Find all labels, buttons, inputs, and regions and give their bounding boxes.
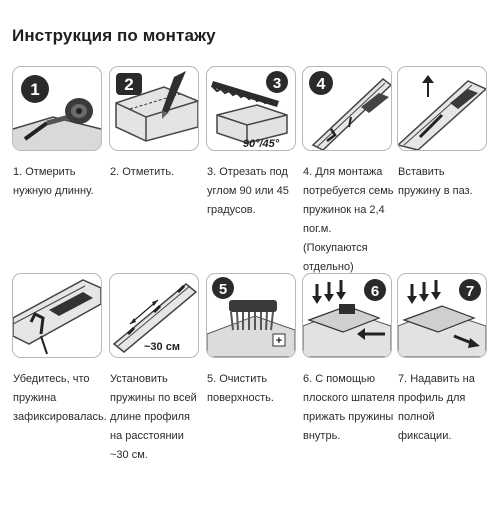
- tape-measure-icon: [12, 66, 102, 151]
- step-caption: 2. Отметить.: [110, 166, 175, 178]
- step-badge: 7: [465, 283, 475, 300]
- page-title: Инструкция по монтажу: [12, 26, 216, 45]
- step-card-7: [397, 273, 487, 446]
- step-card-5: [206, 273, 296, 408]
- step-card-2: [109, 66, 199, 182]
- step-card-spacing: [109, 273, 199, 465]
- step-card-4b: [397, 66, 487, 201]
- step-badge: 5: [218, 281, 228, 298]
- step-caption: Убедитесь, что пружина зафиксировалась.: [13, 373, 107, 423]
- step-caption: Вставить пружину в паз.: [398, 166, 473, 197]
- step-card-3: [206, 66, 296, 220]
- step-caption: 3. Отрезать под углом 90 или 45 градусов.: [207, 166, 289, 216]
- step-card-6: [302, 273, 395, 446]
- press-profile-icon: [397, 273, 487, 358]
- pencil-mark-icon: [109, 66, 199, 151]
- step-caption: 4. Для монтажа потребуется семь пружинок на 2,4 пог.м. (Покупаются отдельно): [303, 166, 394, 273]
- step-card-1: [12, 66, 102, 201]
- spatula-press-icon: [302, 273, 392, 358]
- spacing-icon: [109, 273, 199, 358]
- step-card-verify: [12, 273, 107, 427]
- step-caption: 6. С помощью плоского шпателя прижать пружины внутрь.: [303, 373, 395, 442]
- insert-spring-icon: [397, 66, 487, 151]
- step-badge: 4: [316, 76, 326, 93]
- step-caption: 5. Очистить поверхность.: [207, 373, 274, 404]
- step-caption: 1. Отмерить нужную длинну.: [13, 166, 94, 197]
- angle-label: 90°/45°: [242, 138, 280, 150]
- spring-fixed-icon: [12, 273, 102, 358]
- saw-cut-icon: [206, 66, 296, 151]
- step-badge: 1: [30, 80, 40, 99]
- step-caption: Установить пружины по всей длине профиля на расстоянии ~30 см.: [110, 373, 197, 461]
- step-badge: 6: [370, 283, 380, 300]
- steps-row-2: [0, 273, 500, 513]
- step-badge: 2: [124, 75, 134, 94]
- step-caption: 7. Надавить на профиль для полной фиксации.: [398, 373, 475, 442]
- steps-row-1: [0, 66, 500, 306]
- spring-clips-icon: [302, 66, 392, 151]
- step-card-4: [302, 66, 392, 277]
- svg-text:+: +: [275, 335, 283, 347]
- brush-clean-icon: [206, 273, 296, 358]
- spacing-label: ~30 см: [144, 341, 180, 353]
- step-badge: 3: [272, 75, 282, 92]
